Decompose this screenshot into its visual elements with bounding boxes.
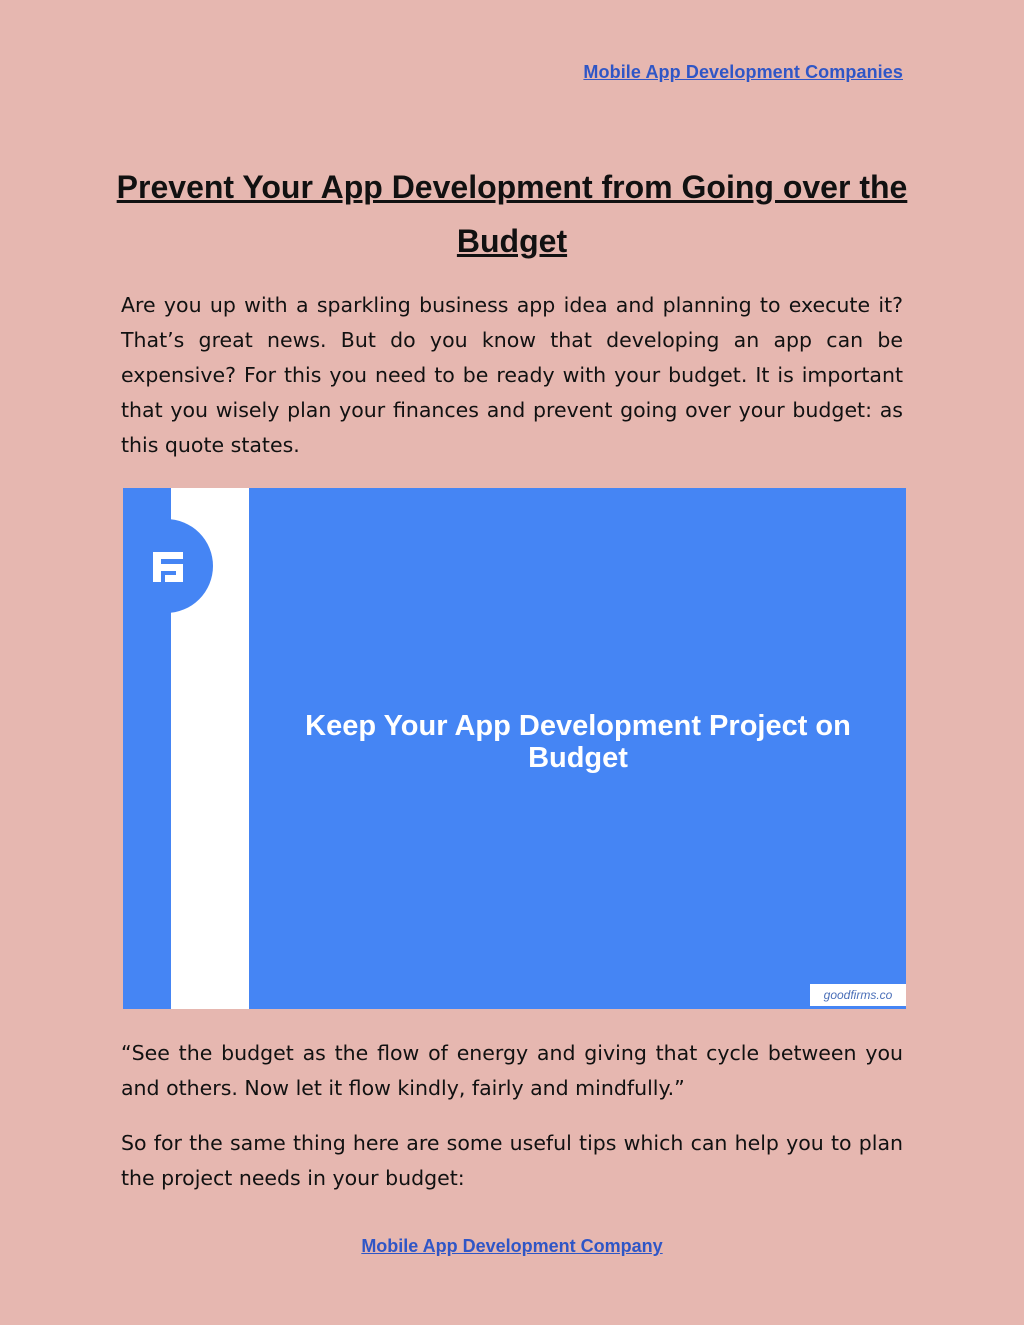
banner-headline: Keep Your App Development Project on Budget <box>305 710 851 774</box>
intro-paragraph: Are you up with a sparkling business app idea and planning to execute it? That’s great news. But do you know that developing an app can be expensive? For this you need to be ready with your budget. It is important that you wisely plan your finances and prevent going over your budget: as this quote states. <box>121 293 903 457</box>
header-link[interactable]: Mobile App Development Companies <box>583 62 903 82</box>
page-title: Prevent Your App Development from Going over the Budget <box>116 169 908 259</box>
quote-paragraph: “See the budget as the flow of energy and giving that cycle between you and others. Now let it flow kindly, fairly and mindfully.” <box>121 1041 903 1100</box>
tips-intro-paragraph: So for the same thing here are some useful tips which can help you to plan the project needs in your budget: <box>121 1131 903 1190</box>
banner-watermark: goodfirms.co <box>810 984 906 1006</box>
footer <box>0 1236 1024 1257</box>
goodfirms-logo-icon <box>149 550 187 584</box>
banner-image <box>123 488 906 1009</box>
footer-link[interactable]: Mobile App Development Company <box>361 1236 663 1256</box>
